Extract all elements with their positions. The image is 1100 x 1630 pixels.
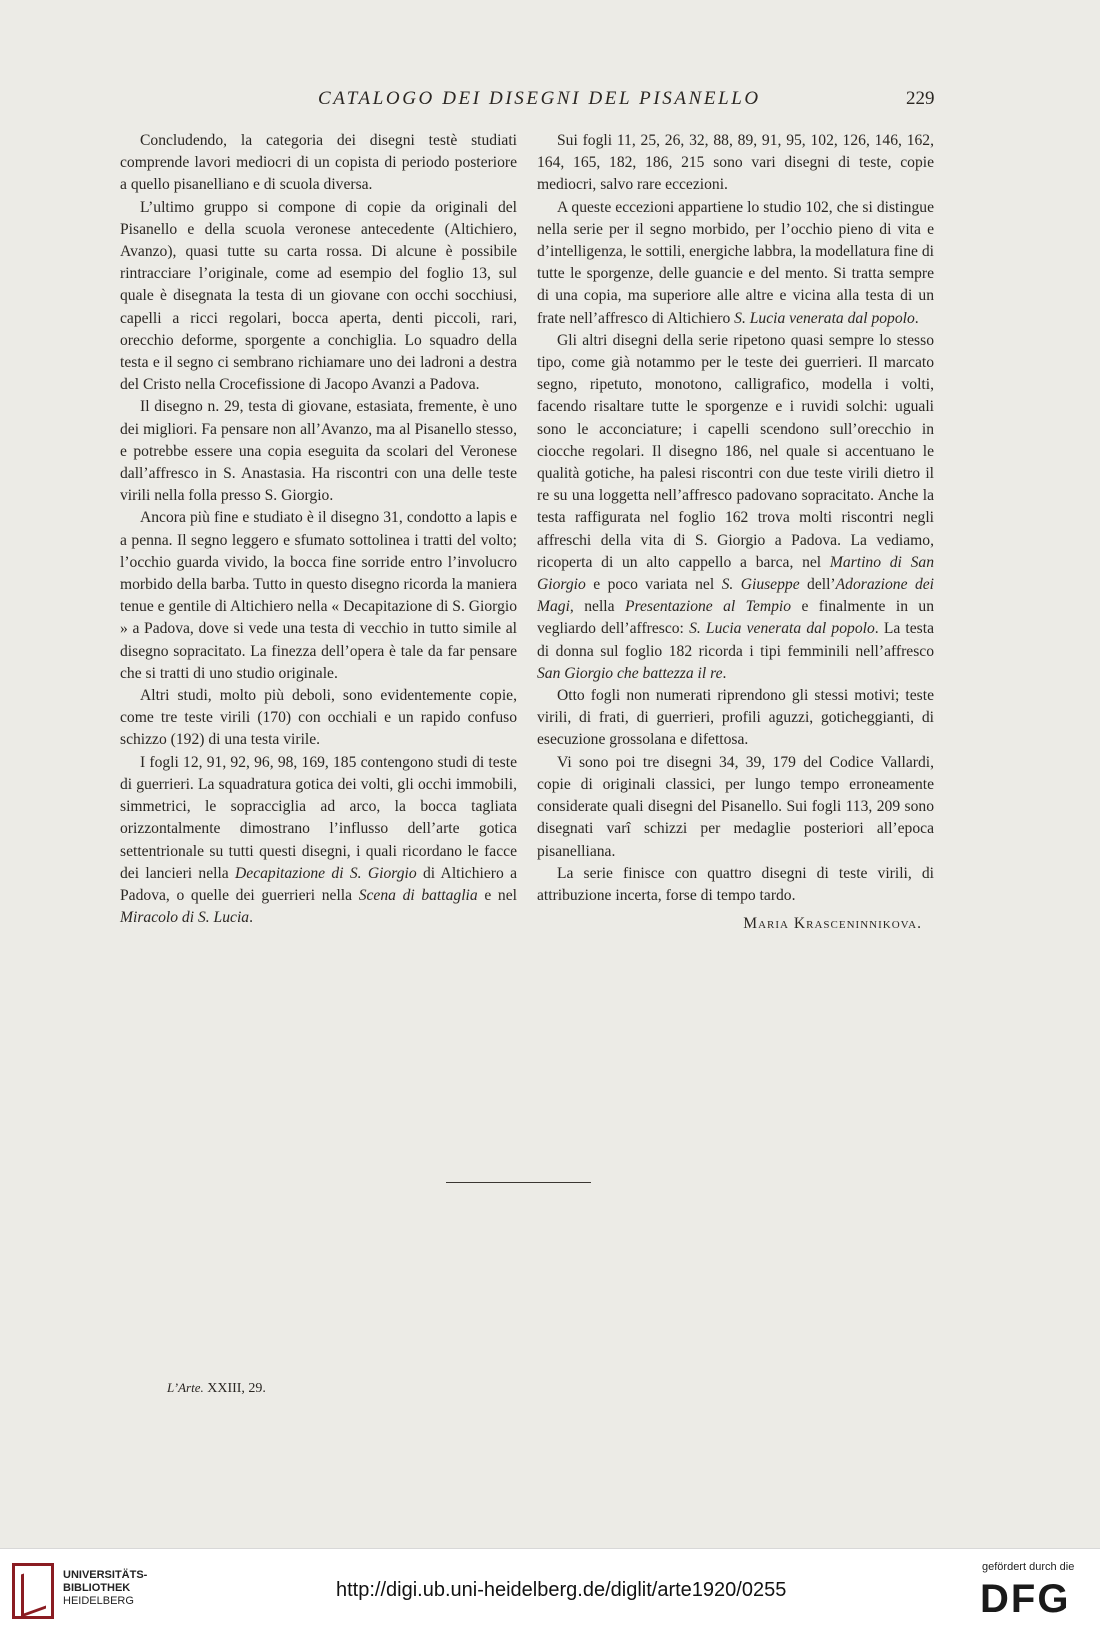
paragraph: Il disegno n. 29, testa di giovane, estasiata, fremente, è uno dei migliori. Fa pensare non all’Avanzo, ma al Pisanello stesso, e potrebbe essere una copia eseguita da scolari del Veronese dall’affresco in S. Anastasia. Ha riscontri con una delle teste virili nella folla presso S. Giorgio. xyxy=(120,398,517,505)
paragraph: Concludendo, la categoria dei disegni testè studiati comprende lavori mediocri di un copista di periodo posteriore a quello pisanelliano e di scuola diversa. xyxy=(120,132,517,194)
paragraph: I fogli 12, 91, 92, 96, 98, 169, 185 contengono studi di teste di guerrieri. La squadratura gotica dei volti, gli occhi immobili, simmetrici, le sopracciglia ad arco, la bocca tagliata orizzontalmente dimostrano l’influsso dell’arte gotica settentrionale su tutti questi disegni, i quali ricordano le facce dei lancieri nella Decapitazione di S. Giorgio di Altichiero a Padova, o quelle dei guerrieri nella Scena di battaglia e nel Miracolo di S. Lucia. xyxy=(120,753,518,927)
paragraph: Altri studi, molto più deboli, sono evidentemente copie, come tre teste virili (170) con occhiali e un rapido confuso schizzo (192) di una testa virile. xyxy=(120,687,517,749)
artwork-title: Decapitazione di S. Giorgio xyxy=(235,864,417,882)
paragraph: Ancora più fine e studiato è il disegno 31, condotto a lapis e a penna. Il segno leggero e sfumato sottolinea i tratti del volto; l’occhio guarda vivido, la bocca fine sorride entro l’involucro morbido della barba. Tutto in questo disegno ricorda la maniera tenue e gentile di Altichiero nella « Decapitazione di S. Giorgio » a Padova, dove si vede una testa di vecchio in tutto simile al disegno sopracitato. La finezza dell’opera è tale da far pensare che si tratti di uno studio originale. xyxy=(120,509,517,682)
paragraph: L’ultimo gruppo si compone di copie da originali del Pisanello e della scuola veronese antecedente (Altichiero, Avanzo), quasi tutte su carta rossa. Di alcune è possibile rintracciare l’originale, come ad esempio del foglio 13, sul quale è disegnata la testa di un giovane con occhi socchiusi, capelli a ricci regolari, bocca aperta, denti piccoli, rari, orecchio deforme, sporgente a conchiglia. Lo squadro della testa e il segno ci sembrano richiamare uno dei ladroni a destra del Cristo nella Crocefissione di Jacopo Avanzi a Padova. xyxy=(120,198,517,394)
dfg-logo[interactable]: DFG xyxy=(980,1577,1071,1621)
artwork-title: Adorazione dei Magi xyxy=(537,576,934,616)
page-header xyxy=(0,88,1100,118)
artwork-title: Martino di San Giorgio xyxy=(537,553,934,594)
running-title: CATALOGO DEI DISEGNI DEL PISANELLO xyxy=(318,88,761,109)
artwork-title: S. Giuseppe xyxy=(721,576,800,594)
artwork-title: San Giorgio che battezza il re xyxy=(537,664,723,682)
journal-name: L’Arte. xyxy=(167,1380,204,1395)
library-logo-icon[interactable] xyxy=(12,1563,54,1619)
paragraph: Gli altri disegni della serie ripetono quasi sempre lo stesso tipo, come già notammo per le teste dei guerrieri. Il marcato segno, ripetuto, monotono, calligrafico, modella i volti, facendo risaltare tutte le sporgenze e i ruvidi solchi: uguali sono le acconciature; i capelli scendono sull’orecchio in ciocche regolari. Il disegno 186, nel quale si accentuano le qualità gotiche, ha palesi riscontri con due teste virili dietro il re su una loggetta nell’affresco padovano sopracitato. Anche la testa raffigurata nel foglio 162 trova molti riscontri negli affreschi della vita di S. Giorgio a Padova. La vediamo, ricoperta di un alto cappello a barca, nel Martino di San Giorgio e poco variata nel S. Giuseppe dell’Adorazione dei Magi, nella Presentazione al Tempio e finalmente in un vegliardo dell’affresco: S. Lucia venerata dal popolo. La testa di donna sul foglio 182 ricorda i tipi femminili nell’affresco San Giorgio che battezza il re. xyxy=(537,331,935,682)
left-column xyxy=(120,130,517,929)
artwork-title: S. Lucia venerata dal popolo xyxy=(734,309,915,327)
page-number: 229 xyxy=(906,88,935,109)
artwork-title: Scena di battaglia xyxy=(358,886,478,904)
paragraph: Otto fogli non numerati riprendono gli stessi motivi; teste virili, di frati, di guerrieri, profili aguzzi, goticheggianti, di esecuzione grossolana e difettosa. xyxy=(537,687,934,749)
right-column xyxy=(537,130,934,935)
artwork-title: Presentazione al Tempio xyxy=(624,598,792,616)
paragraph: Sui fogli 11, 25, 26, 32, 88, 89, 91, 95, 102, 126, 146, 162, 164, 165, 182, 186, 215 sono vari disegni di teste, copie mediocri, salvo rare eccezioni. xyxy=(537,132,934,194)
paragraph: La serie finisce con quattro disegni di teste virili, di attribuzione incerta, forse di tempo tardo. xyxy=(537,864,934,904)
artwork-title: Miracolo di S. Lucia xyxy=(120,909,250,927)
permalink-url[interactable]: http://digi.ub.uni-heidelberg.de/diglit/arte1920/0255 xyxy=(336,1579,787,1601)
funded-by-label: gefördert durch die xyxy=(982,1561,1075,1573)
paragraph: Vi sono poi tre disegni 34, 39, 179 del Codice Vallardi, copie di originali classici, per lungo tempo erroneamente considerate quali disegni del Pisanello. Sui fogli 113, 209 sono disegnati varî schizzi per medaglie posteriori all’epoca pisanelliana. xyxy=(537,753,934,860)
library-name: UNIVERSITÄTS- BIBLIOTHEK HEIDELBERG xyxy=(63,1569,148,1607)
journal-volume: XXIII, 29. xyxy=(203,1381,266,1396)
artwork-title: S. Lucia venerata dal popolo xyxy=(689,620,875,638)
digitization-footer xyxy=(0,1548,1100,1630)
divider-rule xyxy=(446,1182,591,1183)
journal-footnote xyxy=(167,1380,266,1397)
author-signature: Maria Krasceninnikova. xyxy=(743,915,922,933)
paragraph: A queste eccezioni appartiene lo studio 102, che si distingue nella serie per il segno morbido, per l’occhio pieno di vita e d’intelligenza, le sottili, energiche labbra, la modellatura fine di tutte le sporgenze, delle guancie e del mento. Si tratta sempre di una copia, ma superiore alle altre e vicina alla testa di un frate nell’affresco di Altichiero S. Lucia venerata dal popolo. xyxy=(537,198,934,327)
